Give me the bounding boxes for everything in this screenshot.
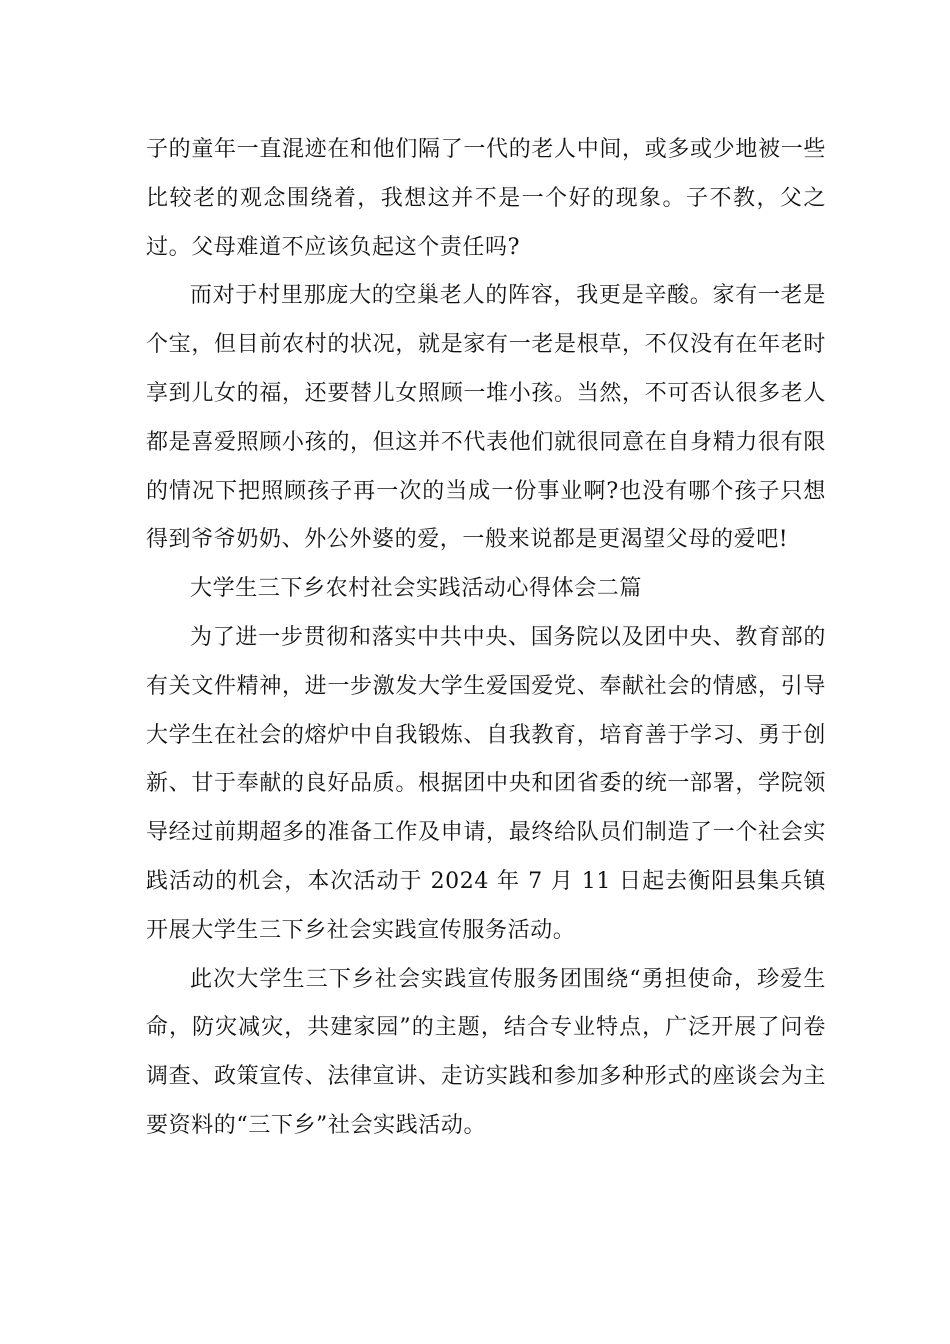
paragraph-activity-background: 为了进一步贯彻和落实中共中央、国务院以及团中央、教育部的有关文件精神，进一步激发大学生爱国爱党、奉献社会的情感，引导大学生在社会的熔炉中自我锻炼、自我教育，培育善于学习、勇于创新、甘于奉献的良好品质。根据团中央和团省委的统一部署，学院领导经过前期超多的准备工作及申请，最终给队员们制造了一个社会实践活动的机会，本次活动于 2024 年 7 月 11 日起去衡阳县集兵镇开展大学生三下乡社会实践宣传服务活动。 [146, 624, 826, 943]
document-body [146, 126, 826, 1151]
paragraph-activity-theme: 此次大学生三下乡社会实践宣传服务团围绕“勇担使命，珍爱生命，防灾减灾，共建家园”的主题，结合专业特点，广泛开展了问卷调查、政策宣传、法律宣讲、走访实践和参加多种形式的座谈会为主要资料的“三下乡”社会实践活动。 [146, 966, 826, 1138]
paragraph-empty-nest-elderly: 而对于村里那庞大的空巢老人的阵容，我更是辛酸。家有一老是个宝，但目前农村的状况，就是家有一老是根草，不仅没有在年老时享到儿女的福，还要替儿女照顾一堆小孩。当然，不可否认很多老人都是喜爱照顾小孩的，但这并不代表他们就很同意在自身精力很有限的情况下把照顾孩子再一次的当成一份事业啊?也没有哪个孩子只想得到爷爷奶奶、外公外婆的爱，一般来说都是更渴望父母的爱吧! [146, 283, 826, 553]
section-heading: 大学生三下乡农村社会实践活动心得体会二篇 [190, 576, 643, 602]
paragraph-continued: 子的童年一直混迹在和他们隔了一代的老人中间，或多或少地被一些比较老的观念围绕着，我想这并不是一个好的现象。子不教，父之过。父母难道不应该负起这个责任吗? [146, 137, 826, 260]
